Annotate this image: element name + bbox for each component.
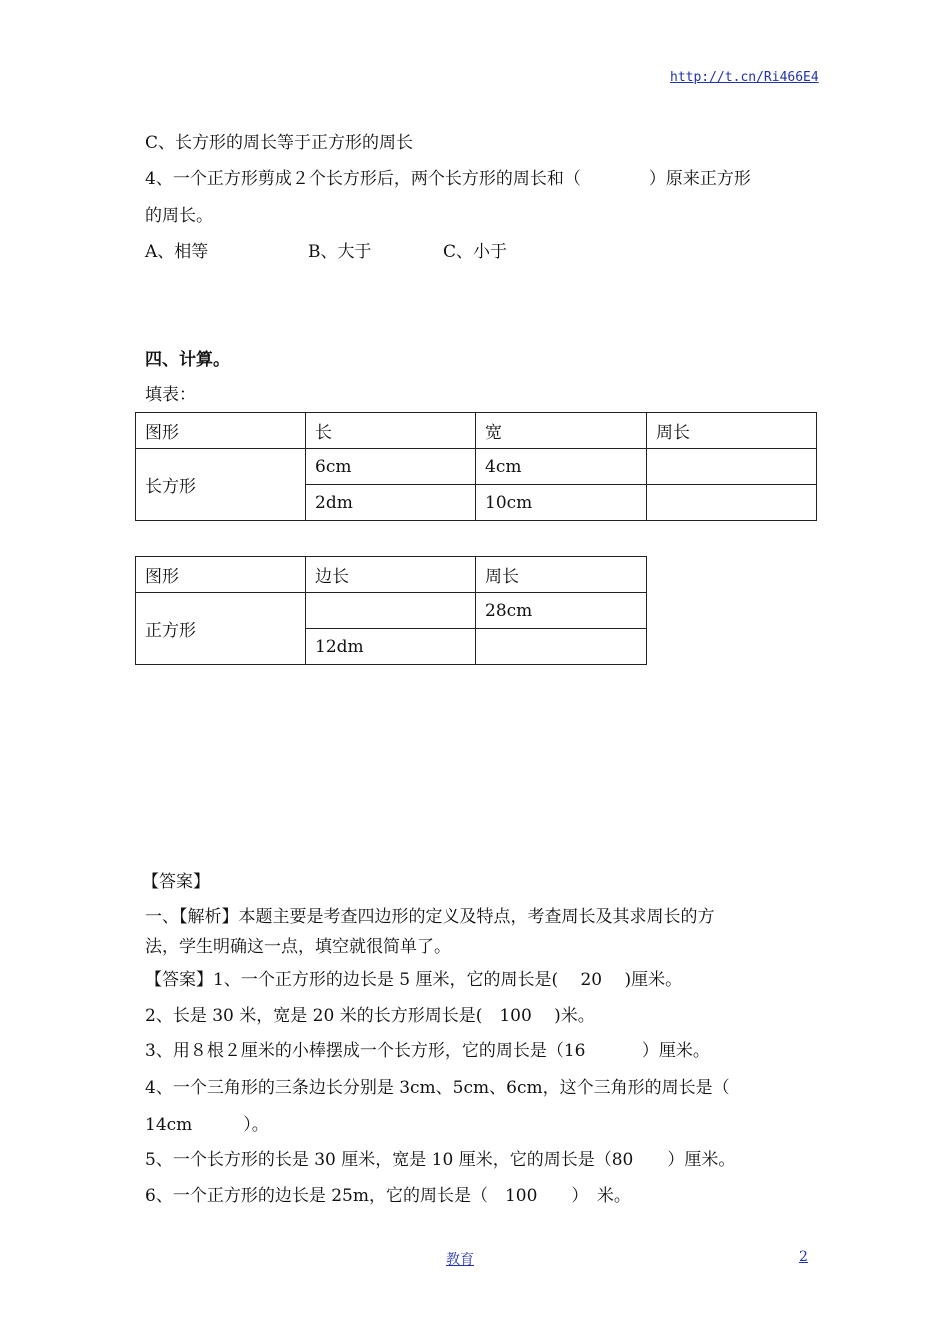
table-cell: 6cm xyxy=(306,449,476,485)
question-4-line-2: 的周长。 xyxy=(145,206,213,226)
answer-3: 3、用８根２厘米的小棒摆成一个长方形，它的周长是（16 ）厘米。 xyxy=(145,1041,710,1061)
table-header-cell: 边长 xyxy=(306,557,476,593)
table-header-cell: 宽 xyxy=(476,413,647,449)
table-row xyxy=(136,413,817,449)
table-cell: 10cm xyxy=(476,485,647,521)
q4-option-a: A、相等 xyxy=(145,242,209,262)
footer-link[interactable]: 教育 xyxy=(446,1252,474,1268)
answer-4-line-1: 4、一个三角形的三条边长分别是 3cm、5cm、6cm，这个三角形的周长是（ xyxy=(145,1078,730,1098)
answers-title: 【答案】 xyxy=(142,872,210,892)
table-header-cell: 周长 xyxy=(647,413,817,449)
rectangle-table xyxy=(135,412,817,521)
square-table xyxy=(135,556,647,665)
q4-option-c: C、小于 xyxy=(443,242,508,262)
table-header-cell: 图形 xyxy=(136,413,306,449)
fill-table-label: 填表： xyxy=(145,385,196,405)
table-header-cell: 周长 xyxy=(476,557,647,593)
answer-1: 【答案】1、一个正方形的边长是 5 厘米，它的周长是( 20 )厘米。 xyxy=(145,970,683,990)
question-4-line-1: 4、一个正方形剪成２个长方形后，两个长方形的周长和（ ）原来正方形 xyxy=(145,169,751,189)
table-row xyxy=(136,593,647,629)
answer-6: 6、一个正方形的边长是 25m，它的周长是（ 100 ） 米。 xyxy=(145,1186,631,1206)
table-cell xyxy=(647,449,817,485)
table-cell: 12dm xyxy=(306,629,476,665)
shape-name-cell: 正方形 xyxy=(136,593,306,665)
table-row xyxy=(136,449,817,485)
header-url-link[interactable]: http://t.cn/Ri466E4 xyxy=(670,70,819,85)
table-cell: 4cm xyxy=(476,449,647,485)
table-cell xyxy=(306,593,476,629)
page-number[interactable]: 2 xyxy=(799,1249,808,1265)
option-c-text: C、长方形的周长等于正方形的周长 xyxy=(145,133,414,153)
table-cell xyxy=(647,485,817,521)
analysis-line-2: 法，学生明确这一点，填空就很简单了。 xyxy=(145,937,451,957)
answer-2: 2、长是 30 米，宽是 20 米的长方形周长是( 100 )米。 xyxy=(145,1006,595,1026)
table-cell xyxy=(476,629,647,665)
table-header-cell: 长 xyxy=(306,413,476,449)
table-cell: 28cm xyxy=(476,593,647,629)
analysis-line-1: 一、【解析】本题主要是考查四边形的定义及特点，考查周长及其求周长的方 xyxy=(145,907,715,927)
answer-4-line-2: 14cm ）。 xyxy=(145,1115,269,1135)
answer-5: 5、一个长方形的长是 30 厘米，宽是 10 厘米，它的周长是（80 ）厘米。 xyxy=(145,1150,736,1170)
q4-option-b: B、大于 xyxy=(308,242,372,262)
section-4-title: 四、计算。 xyxy=(145,350,230,370)
table-cell: 2dm xyxy=(306,485,476,521)
shape-name-cell: 长方形 xyxy=(136,449,306,521)
table-row xyxy=(136,557,647,593)
table-header-cell: 图形 xyxy=(136,557,306,593)
